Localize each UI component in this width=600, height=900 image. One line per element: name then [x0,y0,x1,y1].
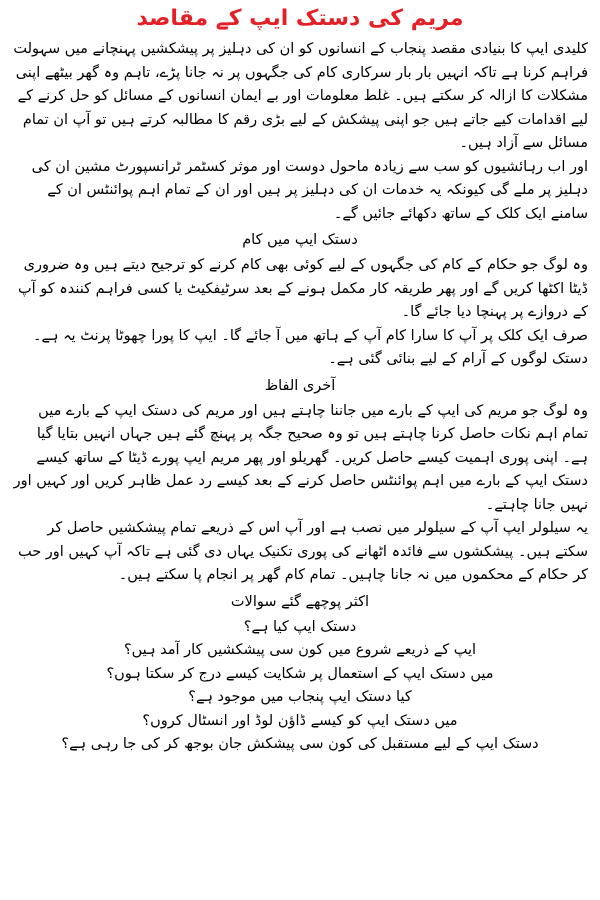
faq-question-4: کیا دستک ایپ پنجاب میں موجود ہے؟ [188,689,412,705]
faq-question-3: میں دستک ایپ کے استعمال پر شکایت کیسے درج کر سکتا ہوں؟ [106,665,494,682]
faq-heading: اکثر پوچھے گئے سوالات [230,593,370,610]
faq-question-5: میں دستک ایپ کو کیسے ڈاؤن لوڈ اور انسٹال کروں؟ [142,712,458,729]
closing-paragraph-1: وہ لوگ جو مریم کی ایپ کے بارے میں جاننا چاہتے ہیں اور مریم کی دستک ایپ کے بارے میں تمام اہم نکات حاصل کرنا چاہتے ہیں تو وہ صحیح جگہ پر پہنچ گئے ہیں جہاں انہیں بتایا گیا ہے۔ اپنی پوری اہمیت کیسے حاصل کریں۔ گھریلو اور پھر مریم ایپ پورے ڈیٹا کے ساتھ کیسے دستک ایپ کے بارے میں اہم پوائنٹس حاصل کرنے کے بعد کیسے رد عمل ظاہر کریں اور کہیں اور نہیں جانا چاہتے۔ [13,402,588,513]
faq-question-6: دستک ایپ کے لیے مستقبل کی کون سی پیشکش جان بوجھ کر کی جا رہی ہے؟ [61,736,539,752]
intro-paragraph-1: کلیدی ایپ کا بنیادی مقصد پنجاب کے انسانوں کو ان کی دہلیز پر پیشکشیں پہنچانے میں سہولت فراہم کرنا ہے تاکہ انہیں بار بار سرکاری کام کی جگہوں پر نہ جانا پڑے، تاہم وہ گھر بیٹھے اپنی مشکلات کا ازالہ کر سکتے ہیں۔ غلط معلومات اور بے ایمان انسانوں کے مسائل کو حل کرنے کے لیے اقدامات کیے جاتے ہیں جو اپنی پیشکش کے لیے بڑی رقم کا مطالبہ کرتے ہیں تو آپ ان تمام مسائل سے آزاد ہیں۔ [13,41,588,151]
work-heading: دستک ایپ میں کام [242,232,358,248]
intro-paragraph-2: اور اب رہائشیوں کو سب سے زیادہ ماحول دوست اور موثر کسٹمر ٹرانسپورٹ مشین ان کی دہلیز پر ملے گی کیونکہ یہ خدمات ان کی دہلیز پر ہیں اور ان کے تمام اہم پوائنٹس ان کے سامنے ایک کلک کے ساتھ دکھائے جائیں گے۔ [31,158,588,222]
faq-question-1: دستک ایپ کیا ہے؟ [243,618,357,635]
article-title: مریم کی دستک ایپ کے مقاصد [136,6,464,31]
closing-heading: آخری الفاظ [264,377,336,394]
faq-question-2: ایپ کے ذریعے شروع میں کون سی پیشکشیں کار آمد ہیں؟ [123,642,477,658]
work-paragraph-1: وہ لوگ جو حکام کے کام کی جگہوں کے لیے کوئی بھی کام کرنے کو ترجیح دیتے ہیں وہ ضروری ڈیٹا اکٹھا کریں گے اور پھر طریقہ کار مکمل ہونے کے بعد سرٹیفکیٹ یا کسی فراہم کنندہ کو آپ کے دروازے پر پہنچا دیا جائے گا۔ [17,257,588,320]
closing-paragraph-2: یہ سیلولر ایپ آپ کے سیلولر میں نصب ہے اور آپ اس کے ذریعے تمام پیشکشیں حاصل کر سکتے ہیں۔ پیشکشوں سے فائدہ اٹھانے کی پوری تکنیک یہاں دی گئی ہے تاکہ آپ کہیں اور حب کر حکام کے محکموں میں نہ جانا چاہیں۔ تمام کام گھر پر انجام پا سکتے ہیں۔ [17,520,588,583]
work-paragraph-2: صرف ایک کلک پر آپ کا سارا کام آپ کے ہاتھ میں آ جائے گا۔ ایپ کا پورا چھوٹا پرنٹ یہ ہے۔ دستک لوگوں کے آرام کے لیے بنائی گئی ہے۔ [32,327,588,367]
